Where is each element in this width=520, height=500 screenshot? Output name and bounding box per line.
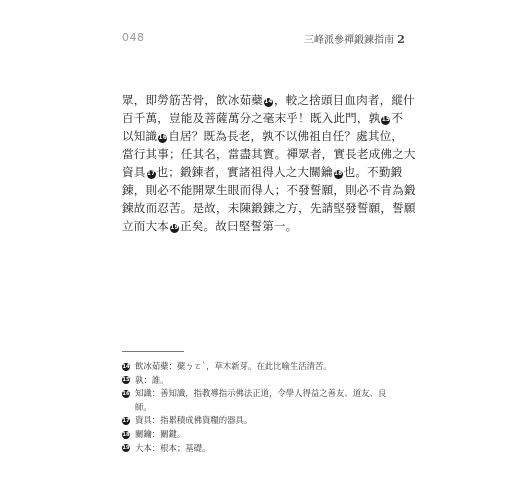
footnote-number: 17 xyxy=(122,418,130,425)
footnote-item xyxy=(122,442,392,456)
body-text-run: 立而大本 xyxy=(122,219,169,233)
footnote-item xyxy=(122,360,392,374)
body-text-run: 也。不勤鍛 xyxy=(343,165,403,179)
footnote-rule xyxy=(122,351,184,352)
footnote-text: 飲冰茹蘗：蘗ㄅㄛˋ，草木新芽。在此比喻生活清苦。 xyxy=(135,361,332,371)
footnote-number: 18 xyxy=(122,431,130,438)
body-text-run: 自居？既為長老，孰不以佛祖自任？處其位， xyxy=(168,129,404,143)
footnote-number: 14 xyxy=(122,363,130,370)
footnote-marker[interactable]: 19 xyxy=(170,225,179,231)
body-line xyxy=(122,199,416,217)
footnote-marker[interactable]: 16 xyxy=(158,135,167,141)
body-text-run: 錬故而忍苦。是故，未陳鍛錬之方，先請堅發誓願，誓願 xyxy=(122,201,416,215)
body-line xyxy=(122,91,415,109)
footnotes xyxy=(122,360,392,455)
footnote-number: 19 xyxy=(122,445,130,452)
body-line xyxy=(122,163,403,181)
body-text-run: 百千萬，豈能及菩薩萬分之毫末乎！既入此門，孰 xyxy=(122,111,381,125)
running-title-text: 三峰派參禪鍛鍊指南 xyxy=(304,35,394,46)
footnote-marker[interactable]: 18 xyxy=(333,171,343,177)
body-text xyxy=(122,91,416,235)
footnote-number: 15 xyxy=(122,377,130,384)
volume-number: 2 xyxy=(397,33,405,46)
body-text-run: 資具 xyxy=(122,165,146,179)
body-line xyxy=(122,217,397,235)
body-text-run: 不 xyxy=(391,111,404,125)
footnote-marker[interactable]: 14 xyxy=(264,99,273,105)
footnote-marker[interactable]: 17 xyxy=(146,171,156,177)
body-line xyxy=(122,181,416,199)
running-title xyxy=(304,31,405,46)
body-text-run: 眾，即勞筋苦骨，飲冰茹蘗 xyxy=(122,93,263,107)
body-text-run: 當行其事；任其名，當盡其實。禪眾者，實長老成佛之大 xyxy=(122,147,416,161)
footnote-text: 大本：根本；基礎。 xyxy=(135,442,211,453)
footnote-item xyxy=(122,387,392,414)
footnote-item xyxy=(122,374,392,388)
footnote-marker[interactable]: 15 xyxy=(381,117,391,123)
body-line xyxy=(122,145,416,163)
footnote-text: 知識：善知識，指教導指示佛法正道，令學人得益之善友、道友、良師。 xyxy=(135,388,387,412)
footnote-number: 16 xyxy=(122,390,130,397)
body-text-run: 也；鍛錬者，實諸祖得人之大關鑰 xyxy=(156,165,333,179)
body-text-run: 以知識 xyxy=(122,129,158,143)
footnote-text: 關鑰：關鍵。 xyxy=(135,428,186,439)
body-text-run: 正矣。故曰堅誓第一。 xyxy=(179,219,298,233)
body-line xyxy=(122,109,404,127)
body-text-run: ，較之捨頭目血肉者，縱什 xyxy=(273,93,415,107)
body-line xyxy=(122,127,404,145)
footnote-item xyxy=(122,428,392,442)
footnote-item xyxy=(122,414,392,428)
body-text-run: 錬，則必不能開眾生眼而得人；不發誓願，則必不肯為鍛 xyxy=(122,183,416,197)
footnote-text: 資具：指累積成佛資糧的器具。 xyxy=(135,415,253,426)
footnote-text: 孰：誰。 xyxy=(135,374,169,385)
page-number: 048 xyxy=(122,31,145,44)
